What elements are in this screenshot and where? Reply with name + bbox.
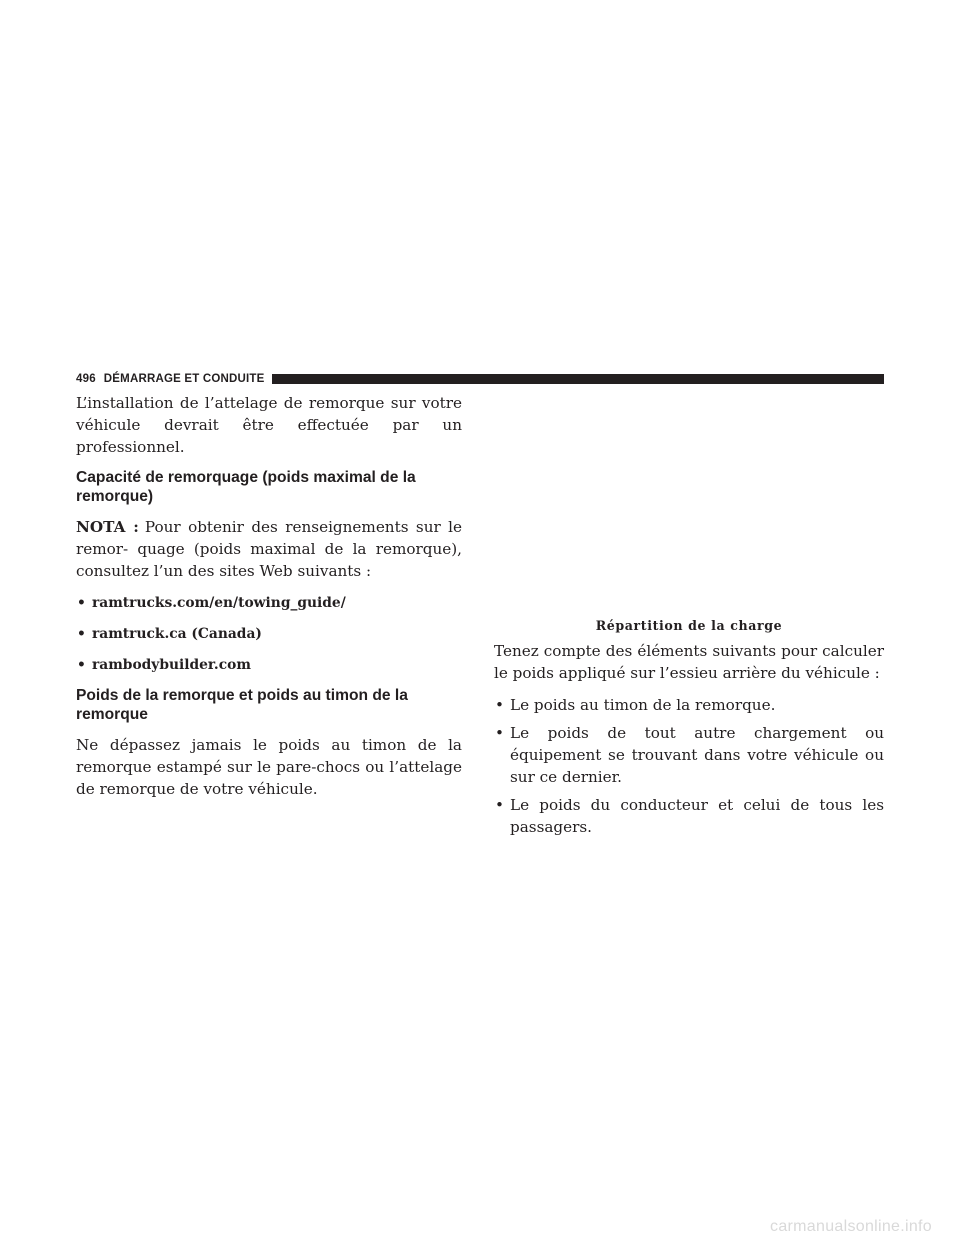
rear-axle-intro: Tenez compte des éléments suivants pour calculer le poids appliqué sur l’essieu arrière du véhicule :: [494, 642, 884, 682]
bullet-icon: •: [495, 796, 504, 814]
note-text: Pour obtenir des renseignements sur le remor- quage (poids maximal de la remorque), consultez l’un des sites Web suivants :: [76, 518, 462, 580]
website-list: [76, 592, 462, 676]
watermark: carmanualsonline.info: [770, 1218, 932, 1235]
page-number: 496: [76, 373, 96, 385]
website-link-bodybuilder[interactable]: rambodybuilder.com: [92, 657, 251, 673]
tongue-weight-paragraph: Ne dépassez jamais le poids au timon de la remorque estampé sur le pare-chocs ou l’attelage de remorque de votre véhicule.: [76, 736, 462, 798]
bullet-icon: •: [495, 724, 504, 742]
header-rule: [272, 374, 884, 384]
bullet-icon: •: [77, 595, 86, 611]
section-title: DÉMARRAGE ET CONDUITE: [103, 373, 265, 385]
left-column: [76, 392, 462, 810]
list-item: [76, 623, 462, 645]
figure-caption: Répartition de la charge: [595, 618, 783, 633]
note-label: NOTA :: [76, 518, 139, 536]
right-column: [494, 392, 884, 848]
heading-tongue-weight: Poids de la remorque et poids au timon de la remorque: [76, 687, 408, 723]
considerations-list: [494, 694, 884, 838]
list-item: [76, 592, 462, 614]
load-distribution-figure: [494, 392, 884, 618]
list-item: [494, 794, 884, 838]
website-link-canada[interactable]: ramtruck.ca (Canada): [92, 626, 262, 642]
bullet-icon: •: [77, 657, 86, 673]
heading-towing-capacity: Capacité de remorquage (poids maximal de la remorque): [76, 469, 416, 505]
bullet-icon: •: [495, 696, 504, 714]
list-item: [494, 694, 884, 716]
bullet-icon: •: [77, 626, 86, 642]
note-paragraph: [76, 516, 462, 582]
page-header: [76, 372, 884, 386]
list-item-text: Le poids au timon de la remorque.: [510, 696, 776, 714]
list-item: [76, 654, 462, 676]
list-item: [494, 722, 884, 788]
website-link-towing-guide[interactable]: ramtrucks.com/en/towing_guide/: [92, 595, 346, 611]
intro-paragraph: L’installation de l’attelage de remorque sur votre véhicule devrait être effectuée par un professionnel.: [76, 394, 462, 456]
list-item-text: Le poids de tout autre chargement ou équipement se trouvant dans votre véhicule ou sur ce dernier.: [510, 724, 884, 786]
list-item-text: Le poids du conducteur et celui de tous les passagers.: [510, 796, 884, 836]
